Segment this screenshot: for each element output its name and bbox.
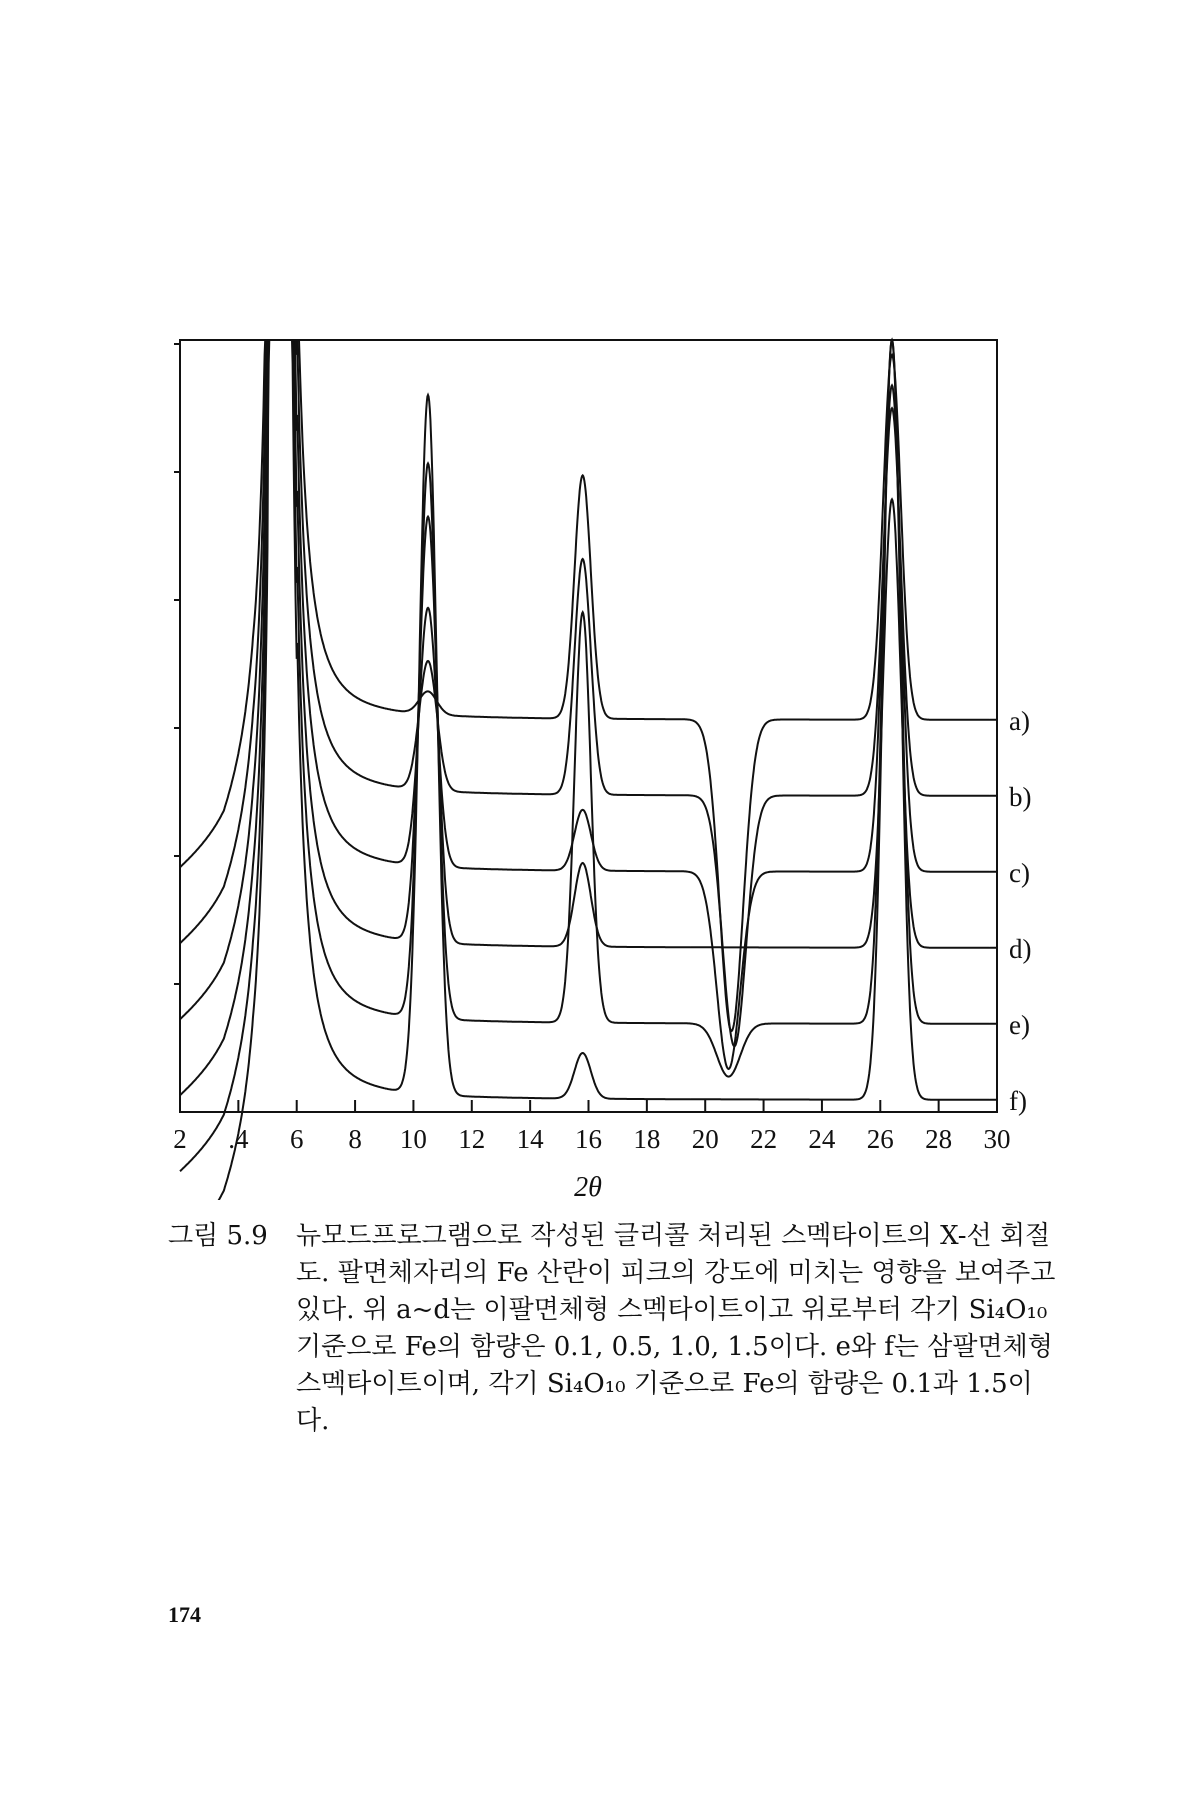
x-tick-label: 20	[691, 1124, 719, 1154]
trace-f	[180, 340, 997, 1200]
trace-label: d)	[1009, 934, 1032, 964]
figure-caption-text: 뉴모드프로그램으로 작성된 글리콜 처리된 스멕타이트의 X-선 회절도. 팔면체자리의 Fe 산란이 피크의 강도에 미치는 영향을 보여주고 있다. 위 a~d는 이팔면체형 스멕타이트이고 위로부터 각기 Si₄O₁₀ 기준으로 Fe의 함량은 0.1, 0.5, 1.0, 1.5이다. e와 f는 삼팔면체형 스멕타이트이며, 각기 Si₄O₁₀ 기준으로 Fe의 함량은 0.1과 1.5이다.	[296, 1221, 1056, 1436]
page-number: 174	[168, 1602, 201, 1627]
x-tick-label: 2	[173, 1124, 187, 1154]
figure-label: 그림 5.9	[168, 1221, 268, 1251]
x-axis	[173, 1100, 1010, 1154]
x-tick-label: 28	[925, 1124, 953, 1154]
x-tick-label: 12	[458, 1124, 486, 1154]
x-tick-label: 10	[399, 1124, 427, 1154]
x-tick-label: .4	[228, 1124, 249, 1154]
trace-label: b)	[1009, 782, 1032, 812]
x-axis-title: 2θ	[574, 1172, 602, 1200]
trace-label: c)	[1009, 858, 1030, 888]
trace-label: f)	[1009, 1086, 1027, 1116]
x-tick-label: 22	[750, 1124, 778, 1154]
x-tick-label: 8	[348, 1124, 362, 1154]
x-tick-label: 30	[983, 1124, 1011, 1154]
x-tick-label: 6	[289, 1124, 304, 1154]
trace-label: e)	[1009, 1010, 1030, 1040]
x-tick-label: 24	[808, 1124, 836, 1154]
x-tick-label: 26	[866, 1124, 894, 1154]
traces	[180, 340, 997, 1200]
x-tick-label: 16	[575, 1124, 602, 1154]
trace-labels	[1009, 706, 1032, 1116]
trace-label: a)	[1009, 706, 1030, 736]
x-tick-label: 18	[633, 1124, 661, 1154]
trace-e	[180, 340, 997, 1171]
x-tick-label: 14	[516, 1124, 544, 1154]
